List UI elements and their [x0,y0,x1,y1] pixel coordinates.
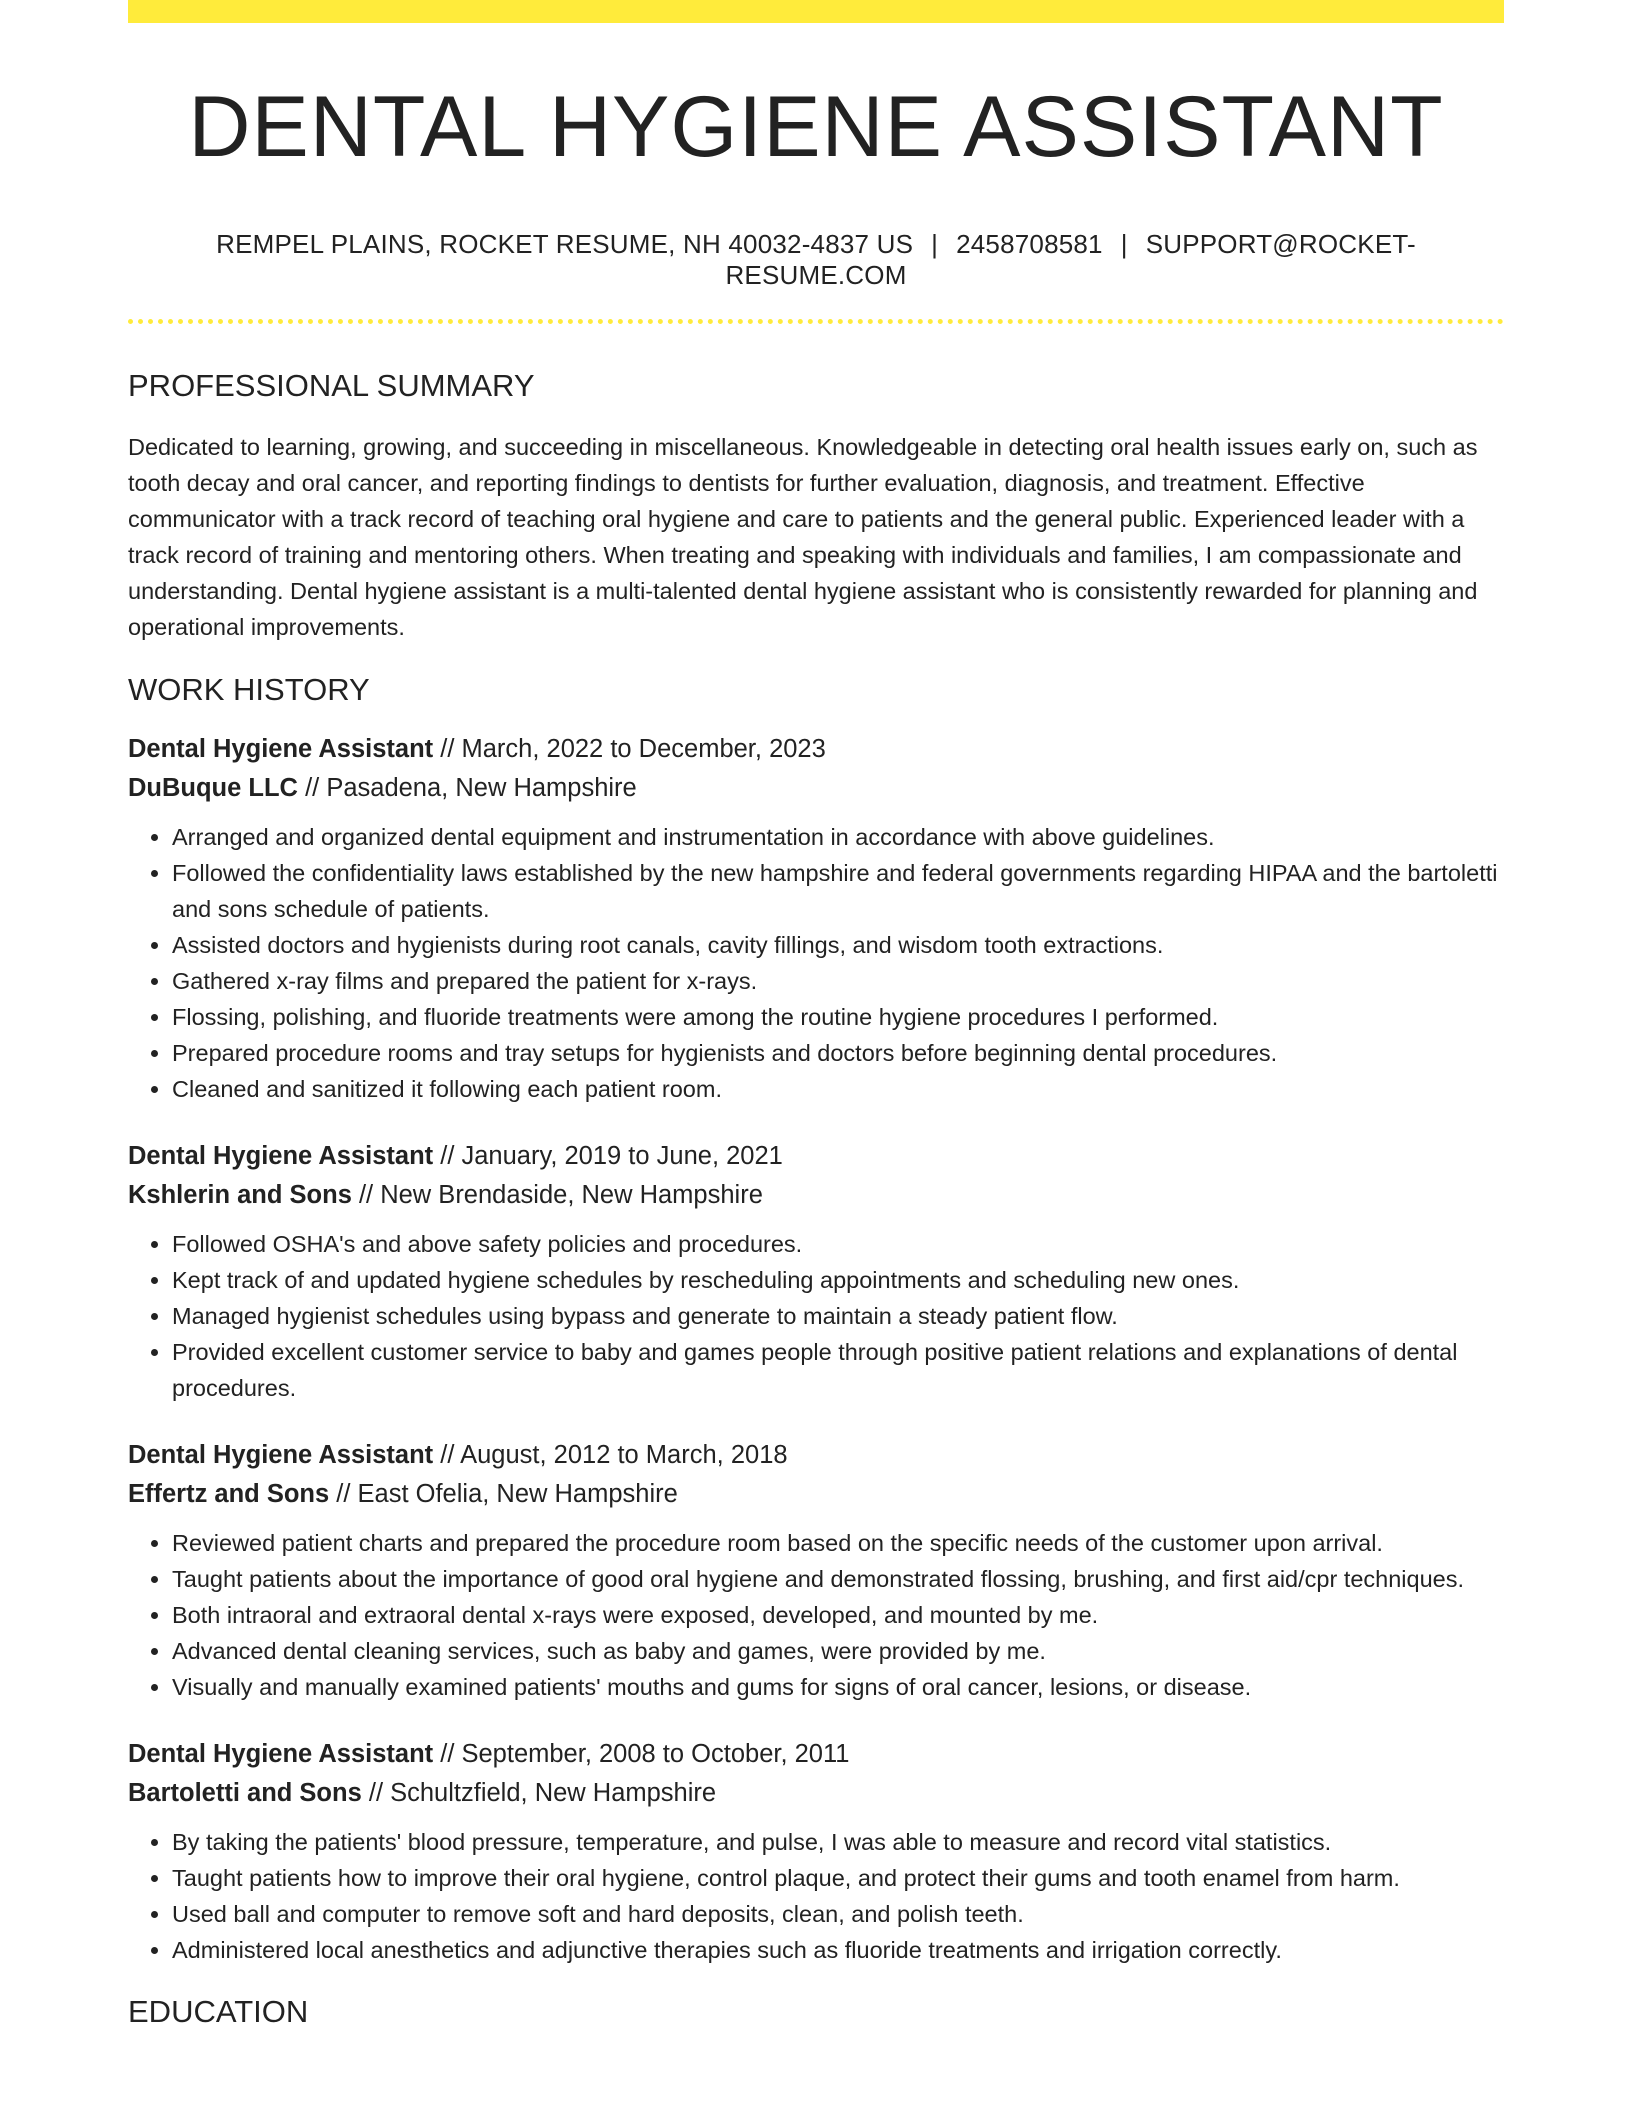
job-location: // New Brendaside, New Hampshire [351,1180,763,1209]
job-bullet-list [128,1824,1504,1968]
dotted-divider [128,319,1504,324]
job-bullet: • Both intraoral and extraoral dental x-rays were exposed, developed, and mounted by me. [172,1597,1504,1633]
job-title-line [128,1735,1504,1774]
job-dates: // September, 2008 to October, 2011 [433,1739,850,1768]
job-dates: // August, 2012 to March, 2018 [433,1440,788,1469]
resume-name: DENTAL HYGIENE ASSISTANT [188,79,1444,175]
job-bullet-list [128,1226,1504,1406]
job-location: // East Ofelia, New Hampshire [329,1479,678,1508]
job-company-line [128,1774,1504,1813]
contact-separator: | [1120,229,1128,259]
summary-text: Dedicated to learning, growing, and succeeding in miscellaneous. Knowledgeable in detecting oral health issues early on, such as tooth decay and oral cancer, and reporting findings to dentists for further evaluation, diagnosis, and treatment. Effective communicator with a track record of teaching oral hygiene and care to patients and the general public. Experienced leader with a track record of training and mentoring others. When treating and speaking with individuals and families, I am compassionate and understanding. Dental hygiene assistant is a multi-talented dental hygiene assistant who is consistently rewarded for planning and operational improvements. [128,433,1478,640]
job-bullet: • Provided excellent customer service to baby and games people through positive patient relations and explanations of dental procedures. [172,1334,1504,1406]
job-bullet: • Followed OSHA's and above safety policies and procedures. [172,1226,1504,1262]
job-bullet: • Taught patients about the importance of good oral hygiene and demonstrated flossing, brushing, and first aid/cpr techniques. [172,1561,1504,1597]
work-history-heading: WORK HISTORY [128,671,370,707]
job-position: Dental Hygiene Assistant [128,1141,434,1170]
job-bullet: • Prepared procedure rooms and tray setups for hygienists and doctors before beginning dental procedures. [172,1035,1504,1071]
job-bullet: • Kept track of and updated hygiene schedules by rescheduling appointments and scheduling new ones. [172,1262,1504,1298]
job-entry [128,730,1504,1107]
job-title-line [128,1436,1504,1475]
job-company: Kshlerin and Sons [128,1180,352,1209]
summary-heading: PROFESSIONAL SUMMARY [128,368,535,404]
job-bullet: • Reviewed patient charts and prepared the procedure room based on the specific needs of the customer upon arrival. [172,1525,1504,1561]
job-company: Effertz and Sons [128,1479,330,1508]
contact-separator: | [931,229,939,259]
contact-address: REMPEL PLAINS, ROCKET RESUME, NH 40032-4837 US [216,229,914,259]
job-bullet: • Followed the confidentiality laws established by the new hampshire and federal governments regarding HIPAA and the bartoletti and sons schedule of patients. [172,855,1504,927]
job-position: Dental Hygiene Assistant [128,1739,434,1768]
top-accent-bar [128,0,1504,23]
job-title-line [128,1137,1504,1176]
job-bullet-list [128,1525,1504,1705]
job-bullet: • Taught patients how to improve their oral hygiene, control plaque, and protect their gums and tooth enamel from harm. [172,1860,1504,1896]
job-bullet: • Flossing, polishing, and fluoride treatments were among the routine hygiene procedures I performed. [172,999,1504,1035]
job-location: // Schultzfield, New Hampshire [361,1778,717,1807]
job-company: DuBuque LLC [128,773,298,802]
job-bullet: • Cleaned and sanitized it following each patient room. [172,1071,1504,1107]
education-heading: EDUCATION [128,1993,309,2029]
job-bullet: • Administered local anesthetics and adjunctive therapies such as fluoride treatments and irrigation correctly. [172,1932,1504,1968]
contact-phone: 2458708581 [956,229,1103,259]
job-position: Dental Hygiene Assistant [128,734,434,763]
job-bullet: • Managed hygienist schedules using bypass and generate to maintain a steady patient flow. [172,1298,1504,1334]
job-company: Bartoletti and Sons [128,1778,362,1807]
contact-line [128,229,1504,291]
job-bullet: • By taking the patients' blood pressure, temperature, and pulse, I was able to measure and record vital statistics. [172,1824,1504,1860]
job-dates: // January, 2019 to June, 2021 [433,1141,783,1170]
job-entry [128,1436,1504,1705]
job-bullet: • Assisted doctors and hygienists during root canals, cavity fillings, and wisdom tooth extractions. [172,927,1504,963]
job-position: Dental Hygiene Assistant [128,1440,434,1469]
job-bullet: • Advanced dental cleaning services, such as baby and games, were provided by me. [172,1633,1504,1669]
job-bullet: • Visually and manually examined patients' mouths and gums for signs of oral cancer, lesions, or disease. [172,1669,1504,1705]
job-company-line [128,1475,1504,1514]
job-company-line [128,1176,1504,1215]
contact-email: SUPPORT@ROCKET-RESUME.COM [725,229,1416,291]
job-bullet: • Used ball and computer to remove soft and hard deposits, clean, and polish teeth. [172,1896,1504,1932]
job-bullet: • Gathered x-ray films and prepared the patient for x-rays. [172,963,1504,999]
resume-page [128,0,1504,2030]
job-entry [128,1735,1504,1968]
job-bullet-list [128,819,1504,1107]
job-bullet: • Arranged and organized dental equipment and instrumentation in accordance with above guidelines. [172,819,1504,855]
job-company-line [128,769,1504,808]
job-title-line [128,730,1504,769]
job-entry [128,1137,1504,1406]
job-location: // Pasadena, New Hampshire [297,773,637,802]
job-dates: // March, 2022 to December, 2023 [433,734,826,763]
